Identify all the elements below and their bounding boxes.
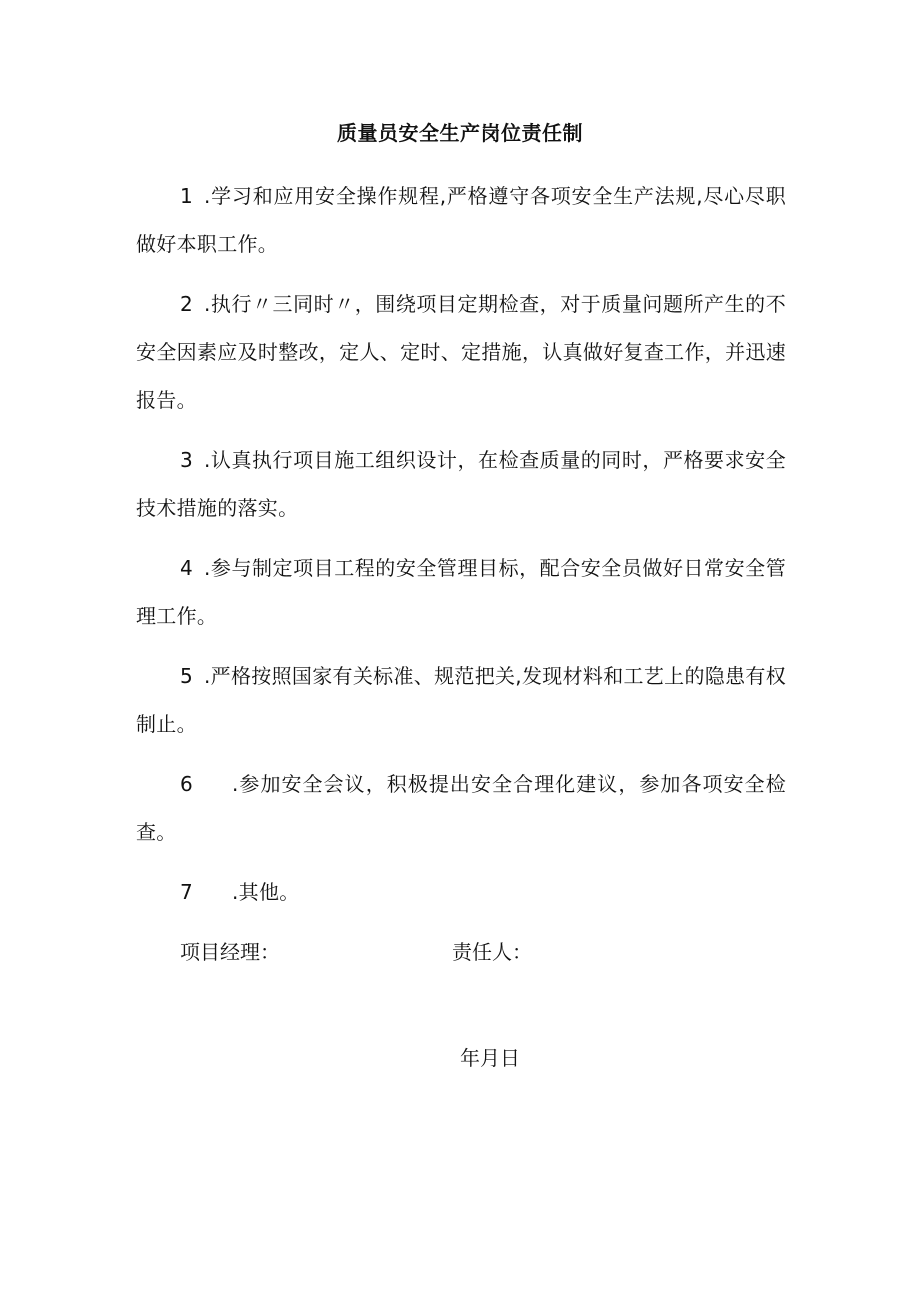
item-text: .其他。: [232, 880, 300, 904]
item-text: .参与制定项目工程的安全管理目标，配合安全员做好日常安全管理工作。: [136, 556, 786, 628]
item-text: .执行〃三同时〃，围绕项目定期检查，对于质量问题所产生的不安全因素应及时整改，定人、定时、定措施，认真做好复查工作，并迅速报告。: [136, 292, 786, 412]
responsible-person-label: 责任人：: [452, 940, 532, 964]
list-item: [136, 544, 786, 640]
item-text: .参加安全会议，积极提出安全合理化建议，参加各项安全检查。: [136, 772, 786, 844]
item-number: 2: [180, 292, 194, 316]
item-number: 7: [180, 880, 194, 904]
list-item: [136, 868, 786, 916]
item-text: .学习和应用安全操作规程,严格遵守各项安全生产法规,尽心尽职做好本职工作。: [136, 184, 786, 256]
list-item: [136, 436, 786, 532]
item-number: 4: [180, 556, 194, 580]
item-number: 6: [180, 772, 194, 796]
list-item: [136, 652, 786, 748]
item-number: 3: [180, 448, 194, 472]
list-item: [136, 172, 786, 268]
project-manager-label: 项目经理：: [180, 940, 280, 964]
item-number: 5: [180, 664, 194, 688]
item-text: .严格按照国家有关标准、规范把关,发现材料和工艺上的隐患有权制止。: [136, 664, 786, 736]
list-item: [136, 280, 786, 424]
document-title: 质量员安全生产岗位责任制: [337, 121, 583, 145]
responsibility-list: [136, 172, 786, 928]
signature-row: [180, 932, 780, 972]
item-number: 1: [180, 184, 194, 208]
list-item: [136, 760, 786, 856]
item-text: .认真执行项目施工组织设计，在检查质量的同时，严格要求安全技术措施的落实。: [136, 448, 786, 520]
date-label: 年月日: [460, 1046, 520, 1070]
